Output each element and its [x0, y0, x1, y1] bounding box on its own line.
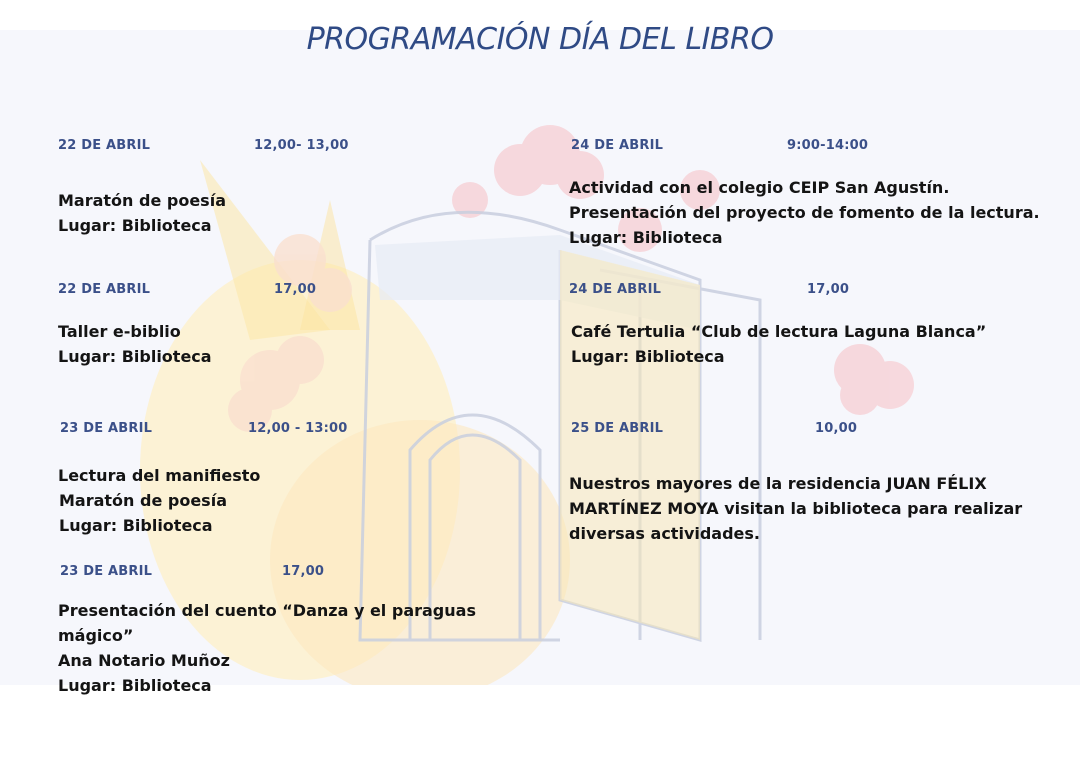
event-date: 24 DE ABRIL	[571, 138, 664, 153]
event-date: 23 DE ABRIL	[60, 421, 153, 436]
event-3	[58, 421, 498, 538]
event-line: Nuestros mayores de la residencia JUAN FÉLIX MARTÍNEZ MOYA visitan la biblioteca para realizar diversas actividades.	[569, 474, 1023, 543]
event-line: Maratón de poesía	[58, 191, 226, 210]
event-line: Taller e-biblio	[58, 322, 181, 341]
event-time: 17,00	[274, 282, 317, 297]
event-time: 12,00 - 13:00	[248, 421, 348, 436]
event-line: Lugar: Biblioteca	[58, 347, 212, 366]
event-line: Lugar: Biblioteca	[59, 516, 213, 535]
event-time: 10,00	[815, 421, 858, 436]
event-1	[58, 138, 498, 238]
event-line: Lectura del manifiesto	[58, 466, 261, 485]
event-7	[569, 421, 1039, 546]
event-time: 17,00	[807, 282, 850, 297]
event-date: 22 DE ABRIL	[58, 138, 151, 153]
event-line: Lugar: Biblioteca	[58, 216, 212, 235]
event-line: Lugar: Biblioteca	[58, 676, 212, 695]
event-line: Presentación del cuento “Danza y el paraguas mágico”	[58, 601, 476, 645]
event-line: Lugar: Biblioteca	[569, 228, 723, 247]
event-line: Presentación del proyecto de fomento de la lectura.	[569, 203, 1040, 222]
event-4	[58, 564, 478, 698]
event-line: Actividad con el colegio CEIP San Agustín.	[569, 178, 950, 197]
event-2	[58, 282, 498, 369]
event-6	[569, 282, 1069, 369]
event-date: 23 DE ABRIL	[60, 564, 153, 579]
page-title: PROGRAMACIÓN DÍA DEL LIBRO	[306, 22, 774, 57]
event-line: Café Tertulia “Club de lectura Laguna Blanca”	[571, 322, 987, 341]
event-line: Ana Notario Muñoz	[58, 651, 230, 670]
event-date: 24 DE ABRIL	[569, 282, 662, 297]
event-date: 22 DE ABRIL	[58, 282, 151, 297]
event-time: 17,00	[282, 564, 325, 579]
event-date: 25 DE ABRIL	[571, 421, 664, 436]
event-line: Lugar: Biblioteca	[571, 347, 725, 366]
event-time: 9:00-14:00	[787, 138, 869, 153]
event-time: 12,00- 13,00	[254, 138, 349, 153]
event-line: Maratón de poesía	[59, 491, 227, 510]
event-5	[569, 138, 1069, 250]
